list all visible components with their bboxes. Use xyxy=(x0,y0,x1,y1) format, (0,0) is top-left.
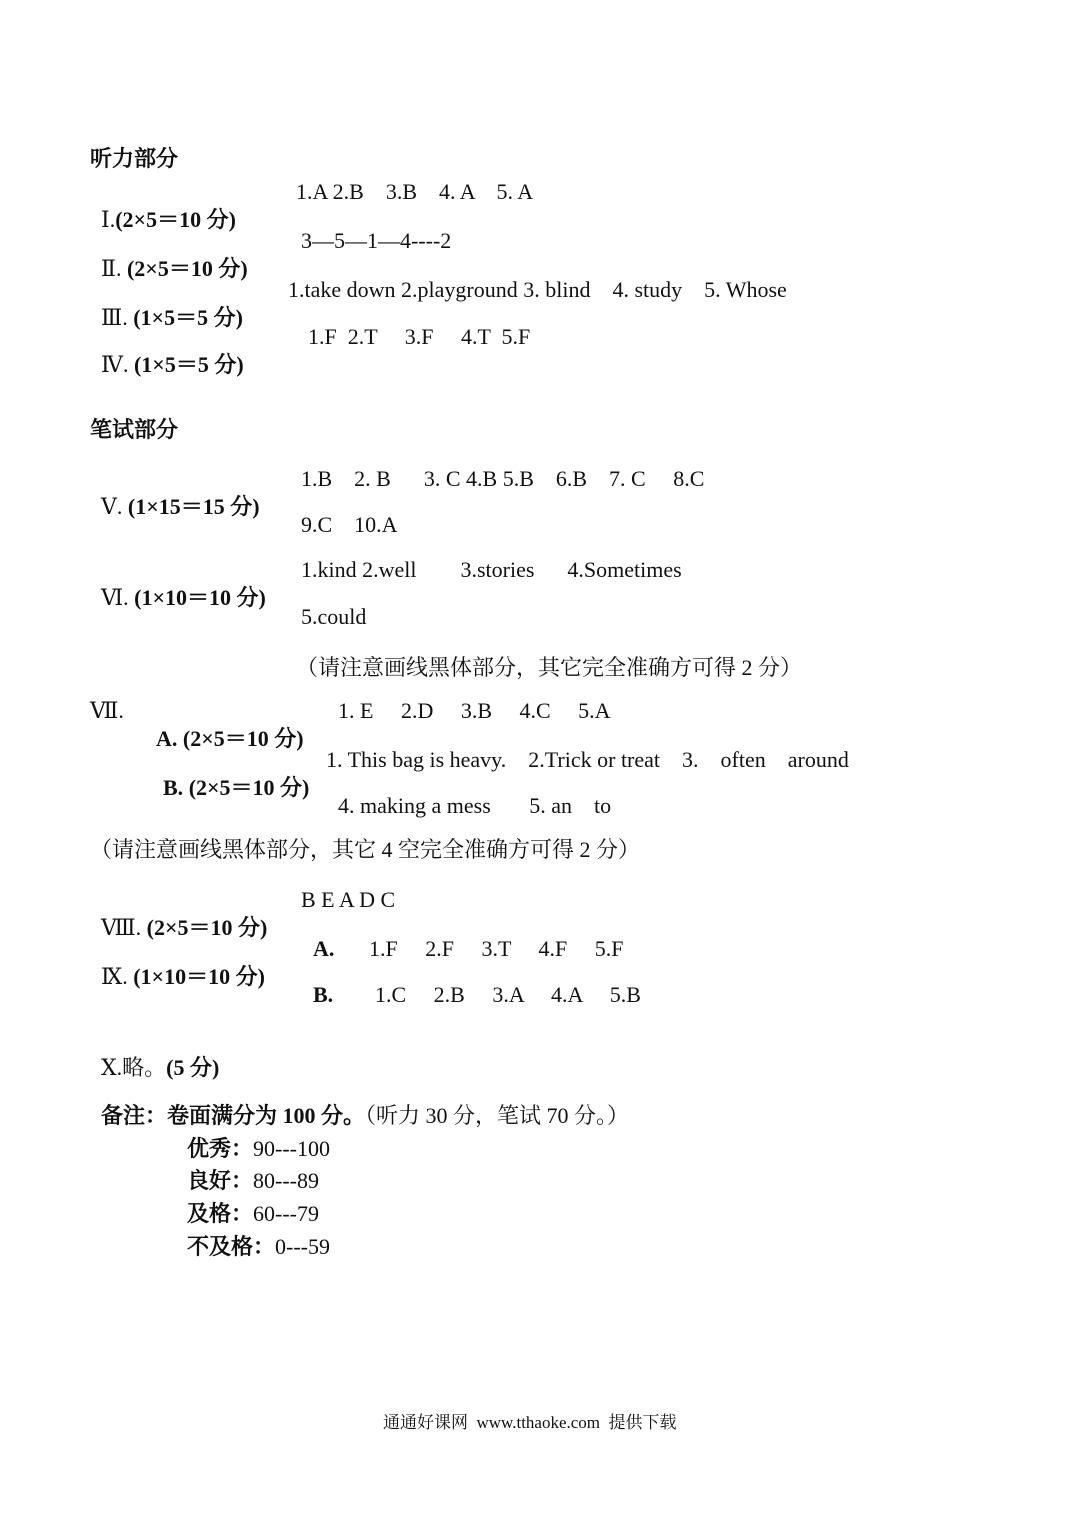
question-6-answers-line2: 5.could xyxy=(301,604,367,629)
question-7-note: （请注意画线黑体部分，其它 4 空完全准确方可得 2 分） xyxy=(90,837,641,862)
question-label: Ⅰ. xyxy=(101,207,116,232)
question-7b xyxy=(152,746,309,802)
remarks xyxy=(90,1074,629,1130)
question-3-answers: 1.take down 2.playground 3. blind 4. study 5. Whose xyxy=(288,277,787,302)
question-7a xyxy=(145,697,304,753)
question-label: Ⅴ. xyxy=(101,494,128,519)
question-9b-answers: 1.C 2.B 3.A 4.A 5.B xyxy=(375,982,641,1007)
question-1 xyxy=(90,178,236,234)
question-score: (2×5＝10 分) xyxy=(146,915,268,940)
question-score: (1×10＝10 分) xyxy=(133,964,265,989)
question-score: (1×10＝10 分) xyxy=(134,585,266,610)
page-footer: 通通好课网 www.tthaoke.com 提供下载 xyxy=(383,1413,677,1432)
question-5 xyxy=(90,465,260,521)
grade-range: 60---79 xyxy=(253,1201,319,1226)
question-part-label: A. xyxy=(156,726,178,751)
question-score: (1×15＝15 分) xyxy=(127,494,260,519)
question-8 xyxy=(90,886,267,942)
question-6-note: （请注意画线黑体部分，其它完全准确方可得 2 分） xyxy=(296,655,803,680)
question-9b-label: B. xyxy=(313,982,334,1007)
question-7-label: Ⅶ. xyxy=(90,698,124,723)
grade-range: 80---89 xyxy=(253,1168,319,1193)
question-7b-answers-line1: 1. This bag is heavy. 2.Trick or treat 3. often around xyxy=(326,747,849,772)
question-4-answers: 1.F 2.T 3.F 4.T 5.F xyxy=(308,324,531,349)
question-part-label: B. xyxy=(163,775,184,800)
question-label: Ⅷ. xyxy=(101,915,147,940)
question-score: (1×5＝5 分) xyxy=(133,305,243,330)
question-score: (2×5＝10 分) xyxy=(115,207,236,232)
question-5-answers-line1: 1.B 2. B 3. C 4.B 5.B 6.B 7. C 8.C xyxy=(301,466,705,491)
question-9a-answers: 1.F 2.F 3.T 4.F 5.F xyxy=(369,936,624,961)
grade-name: 不及格： xyxy=(187,1234,276,1259)
question-9 xyxy=(90,935,265,991)
remarks-detail: （听力 30 分，笔试 70 分。） xyxy=(365,1103,630,1128)
grade-range: 0---59 xyxy=(275,1234,330,1259)
listening-section-title: 听力部分 xyxy=(90,146,179,171)
question-6 xyxy=(90,556,266,612)
question-label: Ⅱ. xyxy=(101,256,127,281)
question-score: (5 分) xyxy=(166,1055,220,1080)
question-score: (2×5＝10 分) xyxy=(182,726,304,751)
question-9a-label: A. xyxy=(313,936,335,961)
question-2-answers: 3—5—1—4----2 xyxy=(301,228,452,253)
grade-name: 优秀： xyxy=(187,1136,254,1161)
question-label: Ⅸ. xyxy=(101,964,134,989)
question-1-answers: 1.A 2.B 3.B 4. A 5. A xyxy=(296,179,534,204)
remarks-label: 备注：卷面满分为 100 分。 xyxy=(101,1103,366,1128)
question-label: Ⅹ.略。 xyxy=(101,1055,167,1080)
question-5-answers-line2: 9.C 10.A xyxy=(301,512,398,537)
question-score: (1×5＝5 分) xyxy=(133,352,244,377)
grade-row xyxy=(176,1205,330,1261)
question-7a-answers: 1. E 2.D 3.B 4.C 5.A xyxy=(338,698,611,723)
question-label: Ⅳ. xyxy=(101,352,134,377)
question-label: Ⅲ. xyxy=(101,305,134,330)
question-6-answers-line1: 1.kind 2.well 3.stories 4.Sometimes xyxy=(301,557,682,582)
question-score: (2×5＝10 分) xyxy=(188,775,310,800)
question-score: (2×5＝10 分) xyxy=(126,256,248,281)
writing-section-title: 笔试部分 xyxy=(90,417,179,442)
question-4 xyxy=(90,323,244,379)
grade-name: 良好： xyxy=(187,1168,254,1193)
question-8-answers: B E A D C xyxy=(301,887,396,912)
grade-range: 90---100 xyxy=(253,1136,330,1161)
grade-name: 及格： xyxy=(187,1201,254,1226)
question-label: Ⅵ. xyxy=(101,585,135,610)
question-7b-answers-line2: 4. making a mess 5. an to xyxy=(338,793,612,818)
question-2 xyxy=(90,227,248,283)
